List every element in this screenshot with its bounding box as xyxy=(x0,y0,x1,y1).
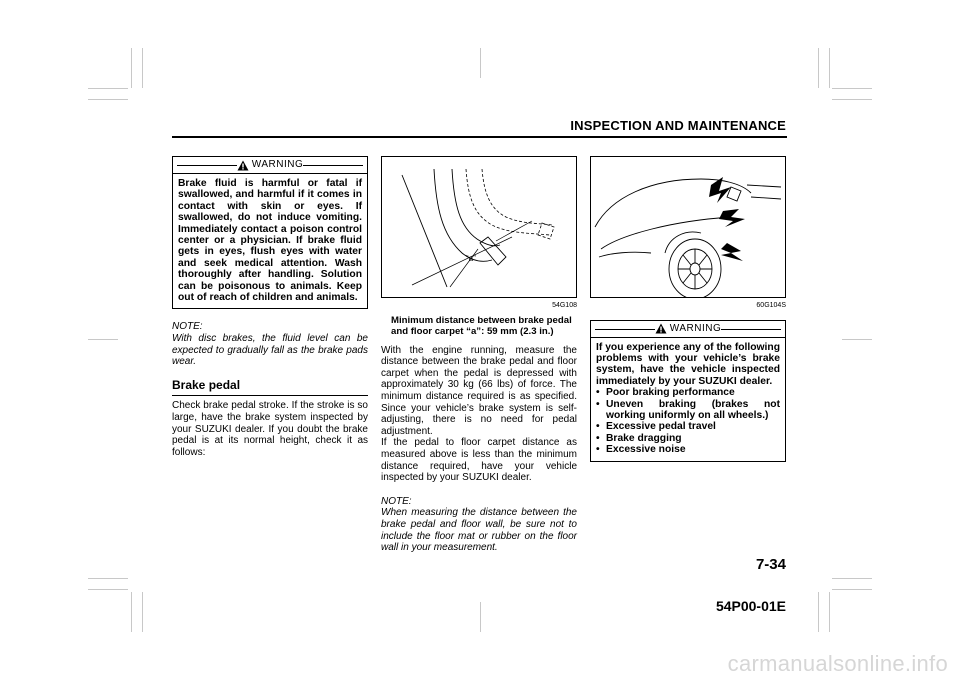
brake-pedal-figure xyxy=(381,156,577,298)
crop-mark xyxy=(142,48,143,88)
page-number: 7-34 xyxy=(755,556,786,573)
crop-mark xyxy=(818,48,819,88)
inspection-paragraph: If the pedal to floor carpet distance as measured above is less than the minimum distance required, have your vehicle inspected by your SUZUKI dealer. xyxy=(381,437,577,484)
warning-header xyxy=(173,157,367,174)
crop-mark xyxy=(142,592,143,632)
crop-mark xyxy=(131,48,132,88)
brake-pedal-paragraph: Check brake pedal stroke. If the stroke is so large, have the brake system inspected by your SUZUKI dealer. If you doubt the brake pedal is at its normal height, check it as follows: xyxy=(172,400,368,458)
warning-triangle-icon xyxy=(655,323,667,334)
column-1 xyxy=(172,156,368,458)
crop-mark xyxy=(88,589,128,590)
figure-code: 54G108 xyxy=(552,302,577,309)
watermark: carmanualsonline.info xyxy=(727,651,948,676)
crop-mark xyxy=(829,592,830,632)
crop-mark xyxy=(88,578,128,579)
crop-mark xyxy=(88,339,118,340)
list-item: • Excessive noise xyxy=(596,444,780,455)
note-label: NOTE: xyxy=(381,495,412,507)
warning-triangle-icon xyxy=(237,160,249,171)
figure-caption: Minimum distance between brake pedal and floor carpet “a”: 59 mm (2.3 in.) xyxy=(391,314,572,337)
crop-mark xyxy=(842,339,872,340)
note-text: When measuring the distance between the brake pedal and floor wall, be sure not to include the floor mat or rubber on the floor wall in your measurement. xyxy=(381,507,577,554)
crop-mark xyxy=(818,592,819,632)
crop-mark xyxy=(832,589,872,590)
column-3 xyxy=(590,156,786,462)
crop-mark xyxy=(829,48,830,88)
list-item: • Uneven braking (brakes not working uniformly on all wheels.) xyxy=(596,399,780,422)
measurement-paragraph: With the engine running, measure the distance between the brake pedal and floor carpet when the pedal is depressed with approximately 30 kg (66 lbs) of force. The minimum distance required is as specified. Since your vehicle’s brake system is self-adjusting, there is no need for pedal adjustment. xyxy=(381,344,577,437)
note-text: With disc brakes, the fluid level can be expected to gradually fall as the brake pads wear. xyxy=(172,333,368,368)
warning-box-fluid xyxy=(172,156,368,309)
figure-code: 60G104S xyxy=(756,302,786,309)
list-item: • Poor braking performance xyxy=(596,387,780,398)
warning-list xyxy=(596,387,780,455)
crop-mark xyxy=(832,88,872,89)
warning-intro: If you experience any of the following problems with your vehicle’s brake system, have the vehicle inspected immediately by your SUZUKI dealer. xyxy=(596,341,780,387)
crop-mark xyxy=(480,48,481,78)
document-code: 54P00-01E xyxy=(715,598,786,614)
crop-mark xyxy=(131,592,132,632)
crop-mark xyxy=(88,88,128,89)
column-2 xyxy=(381,156,577,554)
crop-mark xyxy=(88,99,128,100)
figure-label-a: “a” xyxy=(466,254,476,263)
brake-noise-figure xyxy=(590,156,786,298)
crop-mark xyxy=(832,578,872,579)
list-item: • Excessive pedal travel xyxy=(596,421,780,432)
warning-box-brake-problems xyxy=(590,320,786,462)
crop-mark xyxy=(480,602,481,632)
section-title-brake-pedal: Brake pedal xyxy=(172,380,368,397)
header-title: INSPECTION AND MAINTENANCE xyxy=(570,118,786,133)
warning-header xyxy=(591,321,785,338)
note-label: NOTE: xyxy=(172,321,203,333)
crop-mark xyxy=(832,99,872,100)
car-wheel-illustration xyxy=(591,157,785,297)
warning-text: Brake fluid is harmful or fatal if swallowed, and harmful if it comes in contact with skin or eyes. If swallowed, do not induce vomiting. Immediately contact a poison control center or a physician. If brake fluid gets in eyes, flush eyes with water and seek medical attention. Wash thoroughly after handling. Solution can be poisonous to animals. Keep out of reach of children and animals. xyxy=(178,178,362,304)
warning-label: WARNING xyxy=(251,159,304,171)
list-item: • Brake dragging xyxy=(596,433,780,444)
brake-pedal-illustration xyxy=(382,157,576,297)
warning-label: WARNING xyxy=(669,322,722,334)
header-rule xyxy=(172,136,787,138)
